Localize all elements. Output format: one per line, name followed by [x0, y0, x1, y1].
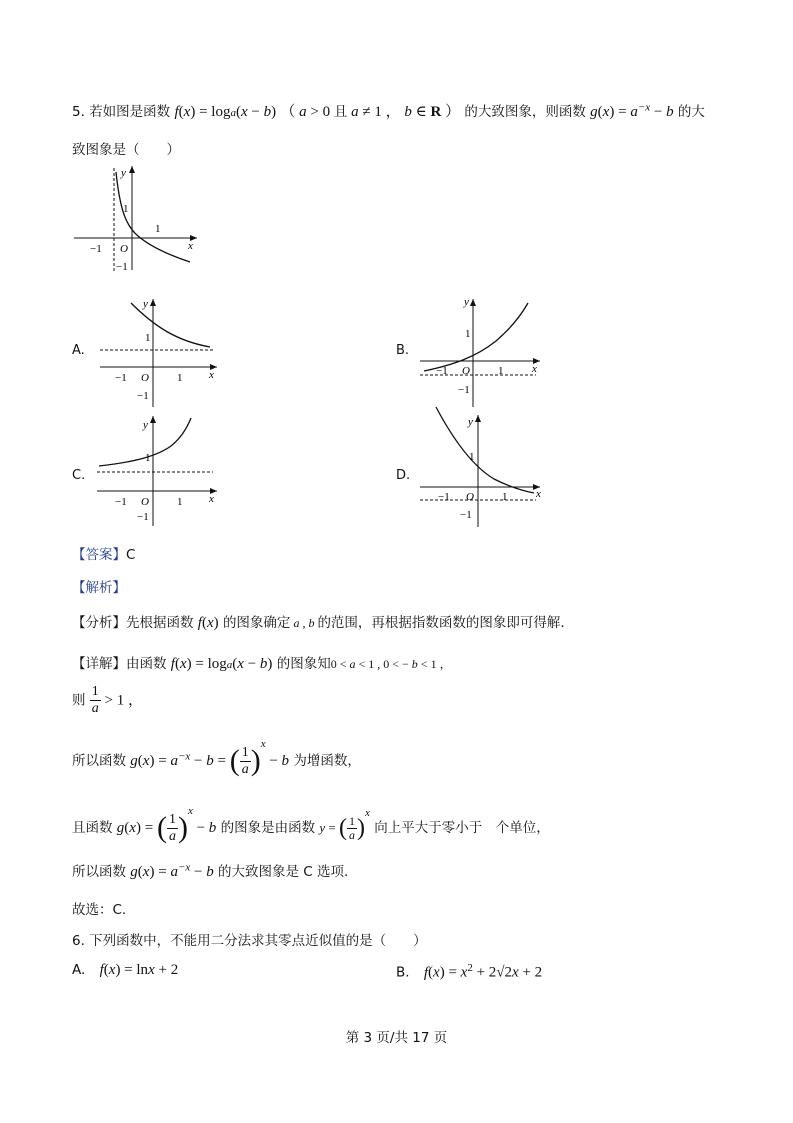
- option-b-graph[interactable]: [418, 295, 548, 415]
- svg-text:1: 1: [469, 451, 475, 463]
- option-c-label[interactable]: C.: [72, 468, 86, 483]
- xiangjie-tag: 【详解】: [72, 656, 126, 672]
- page-footer: 第 3 页/共 17 页: [345, 1030, 448, 1046]
- svg-text:O: O: [141, 496, 149, 508]
- step-and: 且函数 g(x) = ( $\frac{1}{a}$ )$^x$ − b 的图象是由函数 y = ( $\frac{1}{a}$ )$^x$ 向上平大于零小于 个单位，: [72, 805, 550, 844]
- svg-text:1: 1: [177, 496, 183, 508]
- q5-stem-line1: 5. 若如图是函数 f(x) = loga(x − b) （ a > 0 且 a ≠ 1 ， b ∈ R ） 的大致图象，则函数 $g(x) = a^{-x} - b$ 的大: [72, 101, 705, 120]
- option-a-label[interactable]: A.: [72, 343, 85, 358]
- option-d-label[interactable]: D.: [396, 468, 411, 483]
- svg-text:x: x: [536, 488, 541, 500]
- formula-f-log: f: [174, 104, 179, 120]
- xiangjie-line: 【详解】由函数 f(x) = loga(x − b) 的图象知0 < a < 1 , 0 < − b < 1 ，: [72, 656, 452, 672]
- svg-text:1: 1: [177, 372, 183, 384]
- answer-tag: 【答案】: [72, 547, 126, 563]
- condition: （ a > 0: [280, 104, 334, 120]
- q6-option-b[interactable]: B. $f(x) = x^2 + 2√2x + 2$: [396, 962, 543, 981]
- q5-stem-line2: 致图象是（ ）: [72, 142, 180, 158]
- svg-text:−1: −1: [458, 384, 470, 396]
- svg-text:−1: −1: [438, 491, 450, 503]
- fenxi-line: 【分析】先根据函数 f(x) 的图象确定 a , b 的范围，再根据指数函数的图象即可得解.: [72, 615, 565, 631]
- svg-text:O: O: [120, 243, 128, 255]
- svg-text:−1: −1: [436, 365, 448, 377]
- svg-text:−1: −1: [115, 496, 127, 508]
- svg-text:1: 1: [155, 223, 161, 235]
- option-d-graph[interactable]: [418, 405, 548, 530]
- svg-text:x: x: [188, 240, 193, 252]
- svg-text:−1: −1: [460, 509, 472, 521]
- q6-option-a[interactable]: A. f(x) = lnx + 2: [72, 962, 179, 978]
- svg-text:y: y: [464, 296, 469, 308]
- answer-line: [72, 543, 135, 563]
- svg-text:O: O: [466, 491, 474, 503]
- step-then: 则 $\frac{1}{a}$ > 1 ，: [72, 684, 144, 716]
- option-b-label[interactable]: B.: [396, 343, 410, 358]
- step-so1: 所以函数 $g(x) = a^{-x} - b$ = ( $\frac{1}{a}$ )$^x$ − b 为增函数，: [72, 738, 361, 777]
- svg-text:1: 1: [465, 328, 471, 340]
- svg-text:1: 1: [145, 332, 151, 344]
- svg-text:−1: −1: [115, 372, 127, 384]
- svg-text:1: 1: [498, 365, 504, 377]
- option-c-graph[interactable]: [95, 412, 225, 532]
- svg-text:y: y: [468, 416, 473, 428]
- q6-stem: 6. 下列函数中，不能用二分法求其零点近似值的是（ ）: [72, 933, 427, 949]
- svg-text:−1: −1: [137, 511, 149, 523]
- q5-number: 5.: [72, 104, 85, 120]
- q5-lead: 若如图是函数: [89, 104, 171, 120]
- formula-g: g: [590, 104, 598, 120]
- svg-text:y: y: [143, 298, 148, 310]
- svg-text:x: x: [209, 369, 214, 381]
- svg-text:O: O: [141, 372, 149, 384]
- svg-text:1: 1: [145, 452, 151, 464]
- q5-tail2: 的大: [677, 104, 705, 120]
- svg-text:1: 1: [502, 491, 508, 503]
- svg-text:1: 1: [123, 203, 129, 215]
- option-a-graph[interactable]: [95, 295, 225, 415]
- answer-value: C: [126, 547, 136, 563]
- analysis-tag: 【解析】: [72, 580, 126, 596]
- svg-text:−1: −1: [116, 261, 128, 273]
- svg-text:O: O: [462, 365, 470, 377]
- step-so2: 所以函数 $g(x) = a^{-x} - b$ 的大致图象是 C 选项.: [72, 861, 349, 880]
- svg-text:−1: −1: [137, 390, 149, 402]
- svg-text:y: y: [121, 167, 126, 179]
- svg-text:−1: −1: [90, 243, 102, 255]
- svg-text:x: x: [209, 493, 214, 505]
- choose-line: 故选：C.: [72, 902, 127, 918]
- svg-text:x: x: [532, 363, 537, 375]
- svg-text:y: y: [143, 419, 148, 431]
- fenxi-tag: 【分析】: [72, 615, 126, 631]
- given-graph: [72, 160, 202, 280]
- q5-tail1: 的大致图象，则函数: [464, 104, 586, 120]
